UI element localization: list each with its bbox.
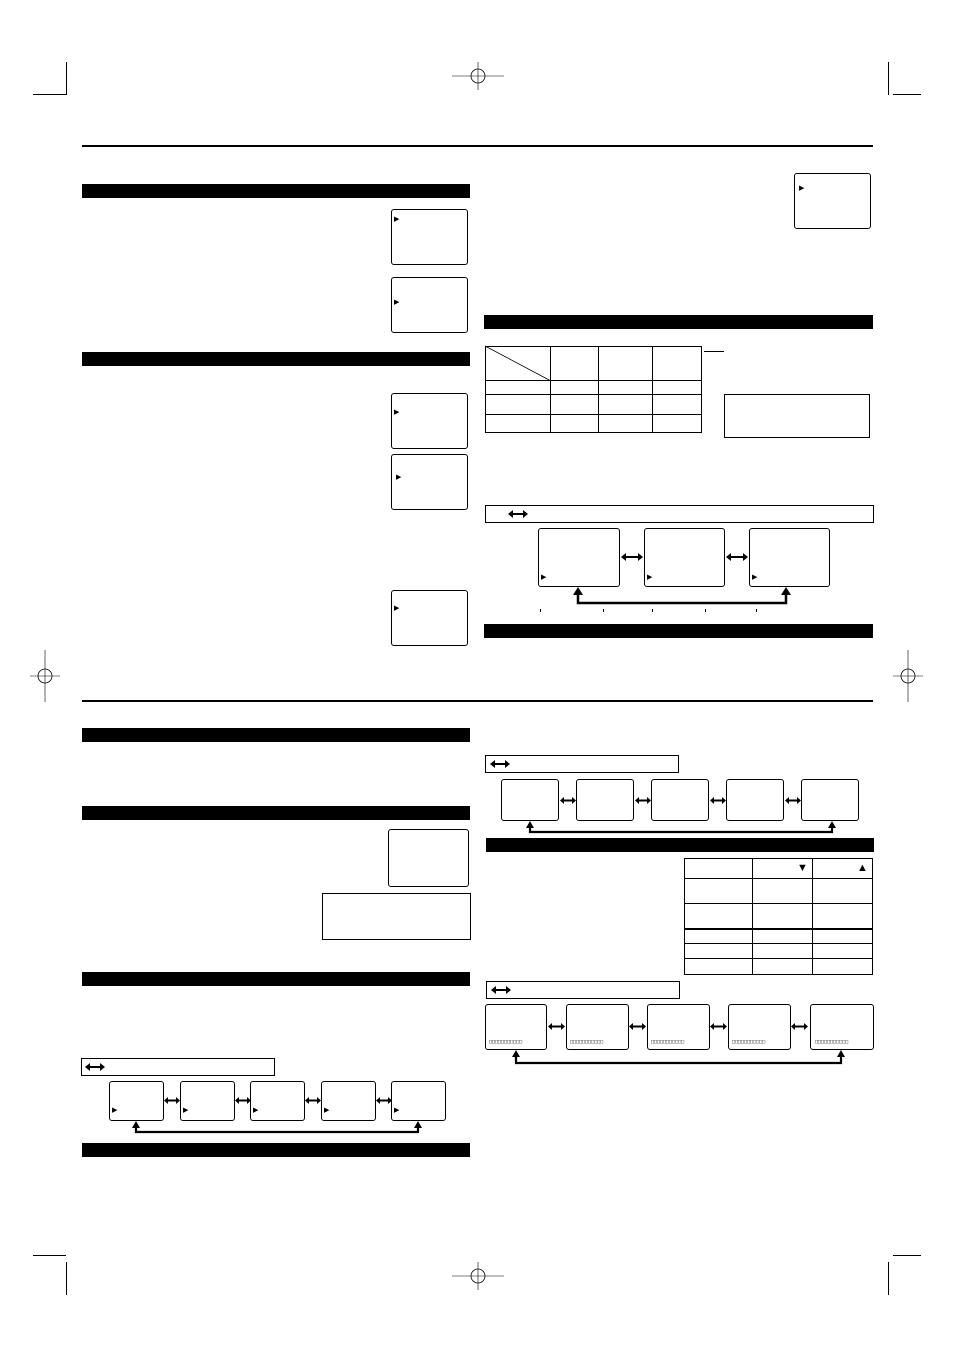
double-arrow-icon xyxy=(490,760,510,768)
double-arrow-icon xyxy=(164,1097,180,1104)
osd-screen xyxy=(388,829,469,887)
note-box xyxy=(322,893,471,940)
sequence-header xyxy=(486,981,680,999)
osd-screen xyxy=(538,528,620,587)
loop-arrow xyxy=(131,1121,423,1135)
sequence-header xyxy=(485,505,874,523)
up-triangle-icon: ▲ xyxy=(857,862,868,874)
pointer-icon: ▶ xyxy=(394,1107,400,1114)
pointer-icon: ▶ xyxy=(394,299,400,306)
osd-screen xyxy=(576,779,634,821)
double-arrow-icon xyxy=(635,797,651,804)
double-arrow-icon xyxy=(726,553,748,561)
osd-screen xyxy=(749,528,830,587)
osd-screen xyxy=(391,277,468,333)
section-header-bar xyxy=(82,352,470,366)
section-header-bar xyxy=(82,1143,470,1157)
osd-screen xyxy=(391,393,468,449)
osd-screen xyxy=(391,1081,446,1121)
top-page-rule xyxy=(82,145,873,147)
osd-screen xyxy=(501,779,559,821)
osd-screen xyxy=(651,779,709,821)
character-cells: □□□□□□□□□□□ xyxy=(732,1039,766,1045)
pointer-icon: ▶ xyxy=(394,216,400,223)
character-cells: □□□□□□□□□□□ xyxy=(651,1039,685,1045)
pointer-icon: ▶ xyxy=(541,574,547,581)
section-header-bar xyxy=(82,972,470,986)
section-header-bar xyxy=(486,838,874,852)
osd-screen xyxy=(644,528,725,587)
double-arrow-icon xyxy=(791,1023,808,1030)
loop-arrow xyxy=(572,587,792,607)
pointer-icon: ▶ xyxy=(324,1107,330,1114)
osd-screen xyxy=(180,1081,235,1121)
registration-crosshair-icon xyxy=(452,62,504,90)
double-arrow-icon xyxy=(548,1023,565,1030)
osd-screen xyxy=(250,1081,305,1121)
osd-screen xyxy=(810,1004,874,1050)
sequence-header xyxy=(81,1058,275,1076)
osd-screen xyxy=(109,1081,164,1121)
registration-crosshair-icon xyxy=(452,1262,504,1290)
double-arrow-icon xyxy=(508,510,528,518)
loop-arrow xyxy=(511,1050,846,1066)
character-cells: □□□□□□□□□□□ xyxy=(815,1039,849,1045)
osd-screen xyxy=(391,209,468,265)
osd-screen xyxy=(728,1004,791,1050)
registration-crosshair-icon xyxy=(30,650,60,702)
pointer-icon: ▶ xyxy=(183,1107,189,1114)
pointer-icon: ▶ xyxy=(396,474,402,481)
osd-screen xyxy=(485,1004,547,1050)
double-arrow-icon xyxy=(305,1097,321,1104)
section-header-bar xyxy=(82,806,470,820)
double-arrow-icon xyxy=(629,1023,646,1030)
double-arrow-icon xyxy=(710,797,726,804)
pointer-icon: ▶ xyxy=(394,409,400,416)
double-arrow-icon xyxy=(785,797,801,804)
pointer-icon: ▶ xyxy=(799,185,805,192)
loop-arrow xyxy=(525,821,837,835)
osd-screen xyxy=(391,590,468,646)
double-arrow-icon xyxy=(235,1097,251,1104)
table-corner-diagonal xyxy=(485,346,551,381)
pointer-icon: ▶ xyxy=(647,574,653,581)
osd-screen xyxy=(391,454,468,510)
pointer-icon: ▶ xyxy=(752,574,758,581)
double-arrow-icon xyxy=(560,797,576,804)
middle-page-rule xyxy=(82,700,873,702)
double-arrow-icon xyxy=(621,553,643,561)
osd-screen xyxy=(801,779,859,821)
osd-screen xyxy=(794,173,871,229)
character-cells: □□□□□□□□□□□ xyxy=(570,1039,604,1045)
note-leader-line xyxy=(704,351,724,352)
section-header-bar xyxy=(82,184,470,198)
section-header-bar xyxy=(82,728,470,742)
osd-screen xyxy=(321,1081,376,1121)
section-header-bar xyxy=(484,315,873,329)
osd-screen xyxy=(647,1004,710,1050)
sequence-header xyxy=(485,755,679,773)
registration-crosshair-icon xyxy=(893,650,923,702)
section-header-bar xyxy=(484,624,873,638)
pointer-icon: ▶ xyxy=(253,1107,259,1114)
double-arrow-icon xyxy=(376,1097,392,1104)
pointer-icon: ▶ xyxy=(394,605,400,612)
osd-screen xyxy=(726,779,784,821)
double-arrow-icon xyxy=(491,986,511,994)
pointer-icon: ▶ xyxy=(112,1107,118,1114)
double-arrow-icon xyxy=(85,1063,105,1071)
osd-screen xyxy=(566,1004,629,1050)
double-arrow-icon xyxy=(710,1023,727,1030)
down-triangle-icon: ▼ xyxy=(797,862,808,874)
character-cells: □□□□□□□□□□□ xyxy=(489,1039,523,1045)
note-box xyxy=(724,394,870,438)
